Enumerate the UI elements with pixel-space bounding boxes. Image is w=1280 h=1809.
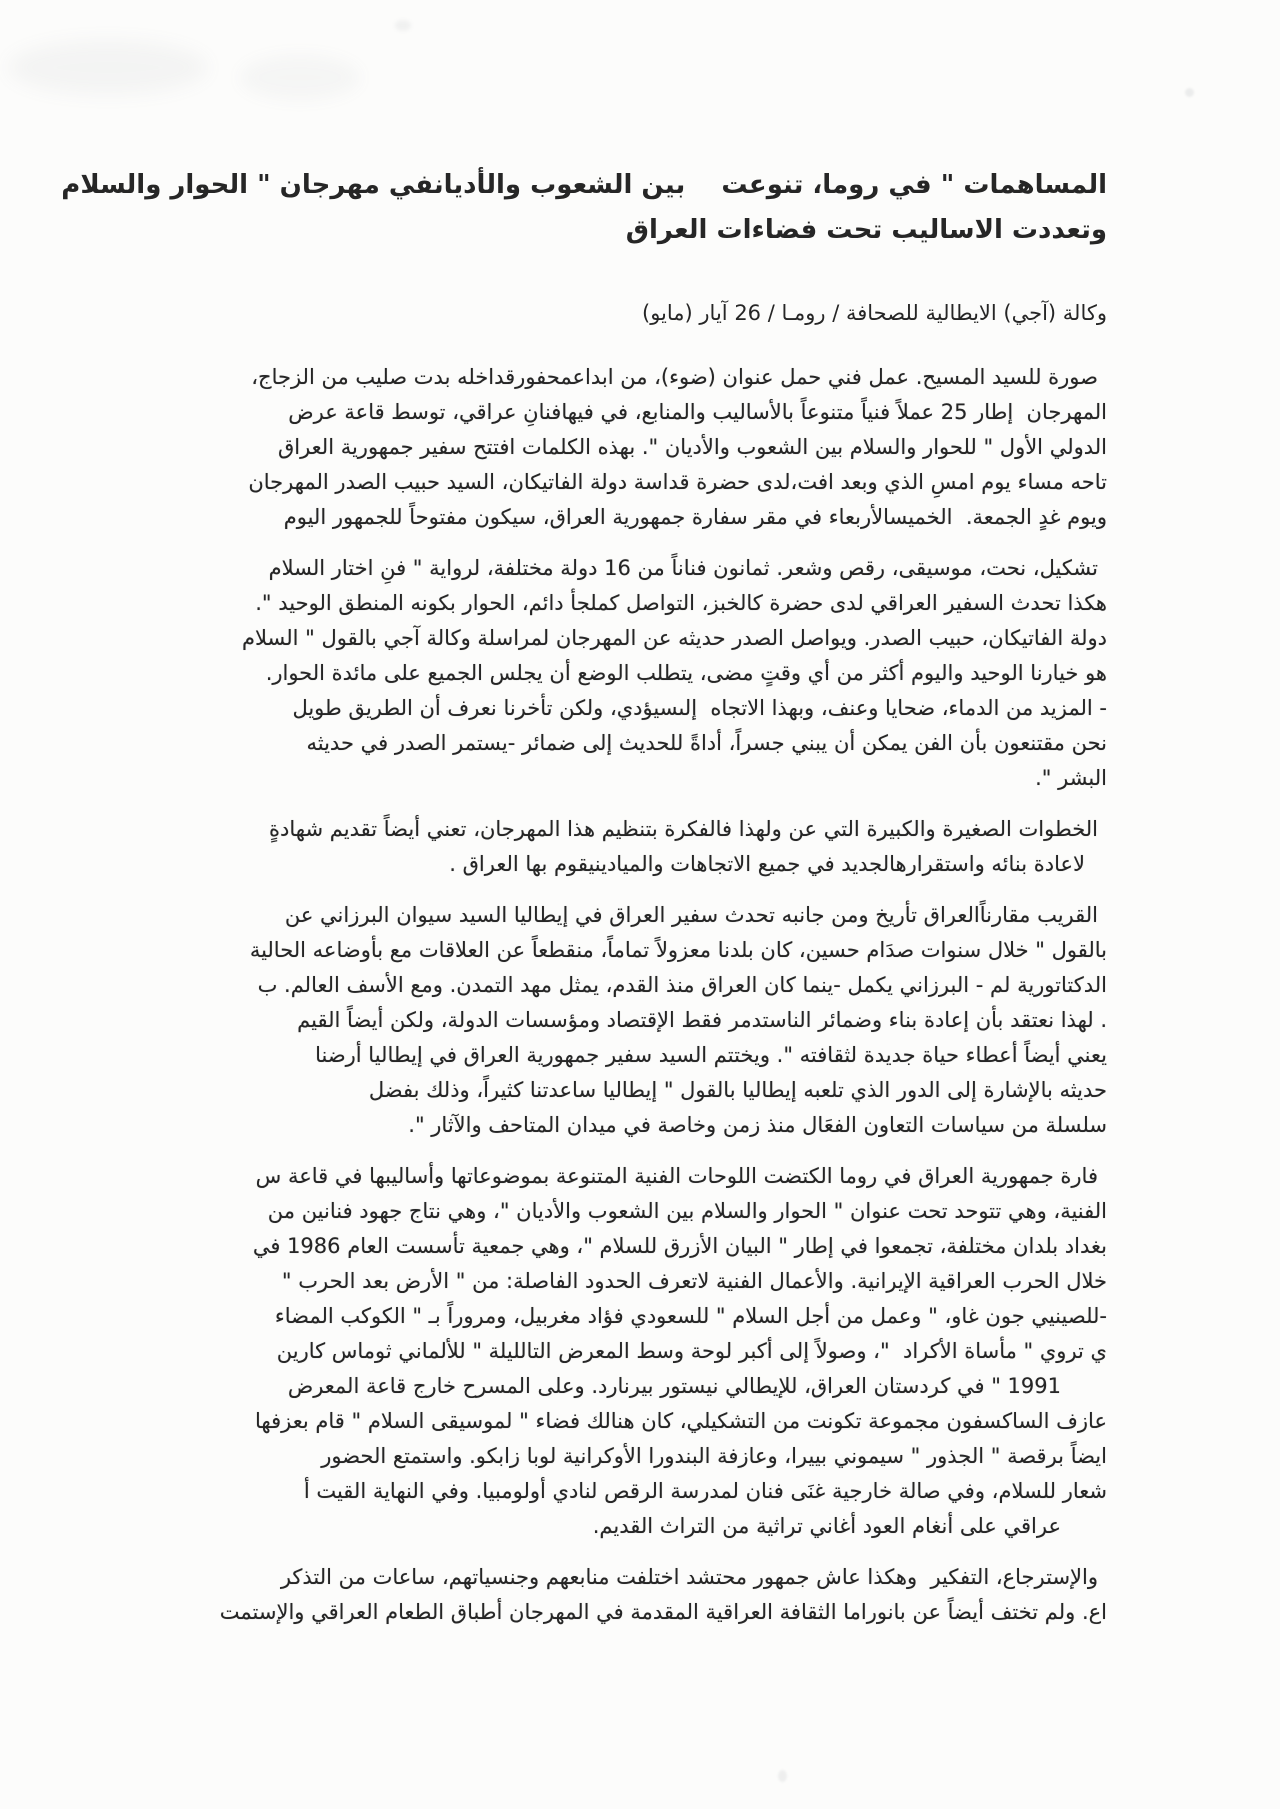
- title-line: وتعددت الاساليب تحت فضاءات العراق: [625, 215, 1107, 245]
- text-line: الدولي الأول " للحوار والسلام بين الشعوب والأديان ". بهذه الكلمات افتتح سفير جمهورية العراق: [277, 435, 1107, 459]
- text-line: خلال الحرب العراقية الإيرانية. والأعمال الفنية لاتعرف الحدود الفاصلة: من " الأرض بعد الحرب ": [281, 1269, 1107, 1293]
- text-line: - المزيد من الدماء، ضحايا وعنف، وبهذا الاتجاه إلىسيؤدي، ولكن تأخرنا نعرف أن الطريق طويل: [292, 696, 1107, 720]
- text-line: سلسلة من سياسات التعاون الفعَال منذ زمن وخاصة في ميدان المتاحف والآثار ".: [408, 1113, 1107, 1137]
- scan-artifact: [8, 40, 208, 95]
- text-line: عازف الساكسفون مجموعة تكونت من التشكيلي، كان هنالك فضاء " لموسيقى السلام " قام بعزفها: [255, 1409, 1107, 1433]
- text-line: هكذا تحدث السفير العراقي لدى حضرة كالخبز، التواصل كملجأ دائم، الحوار بكونه المنطق الوحيد ".: [255, 591, 1107, 615]
- text-line: البشر ".: [1035, 766, 1107, 790]
- text-line: ويوم غدٍ الجمعة. الخميسالأربعاء في مقر سفارة جمهورية العراق، سيكون مفتوحاً للجمهور اليوم: [283, 505, 1107, 529]
- text-line: بالقول " خلال سنوات صدَام حسين، كان بلدنا معزولاً تماماً، منقطعاً عن العلاقات مع بأوضاعه الحالية: [249, 938, 1107, 962]
- text-line: دولة الفاتيكان، حبيب الصدر. ويواصل الصدر حديثه عن المهرجان لمراسلة وكالة آجي بالقول " السلام: [241, 626, 1107, 650]
- text-line: عراقي على أنغام العود أغاني تراثية من التراث القديم.: [592, 1514, 1061, 1538]
- text-line: صورة للسيد المسيح. عمل فني حمل عنوان (ضوء)، من ابداعمحفورقداخله بدت صليب من الزجاج،: [251, 365, 1098, 389]
- paragraph: [82, 360, 1107, 535]
- text-line: القريب مقارناًالعراق تأريخ ومن جانبه تحدث سفير العراق في إيطاليا السيد سيوان البرزاني عن: [284, 903, 1098, 927]
- text-line: اع. ولم تختف أيضاً عن بانوراما الثقافة العراقية المقدمة في المهرجان أطباق الطعام العراقي والإستمت: [219, 1600, 1107, 1624]
- text-line: نحن مقتنعون بأن الفن يمكن أن يبني جسراً، أداةً للحديث إلى ضمائر -يستمر الصدر في حديثه: [306, 731, 1107, 755]
- text-line: لاعادة بنائه واستقرارهالجديد في جميع الاتجاهات والميادينيقوم بها العراق .: [449, 852, 1085, 876]
- text-line: الدكتاتورية لم - البرزاني يكمل -ينما كان العراق منذ القدم، يمثل مهد التمدن. ومع الأسف العالم. ب: [257, 973, 1107, 997]
- text-line: تشكيل، نحت، موسيقى، رقص وشعر. ثمانون فناناً من 16 دولة مختلفة، لرواية " فنِ اختار السلام: [268, 556, 1098, 580]
- scan-artifact: [1185, 88, 1194, 97]
- text-line: بغداد بلدان مختلفة، تجمعوا في إطار " البيان الأزرق للسلام "، وهي جمعية تأسست العام 1986 في: [252, 1234, 1107, 1258]
- text-line: -للصينيي جون غاو، " وعمل من أجل السلام " للسعودي فؤاد مغربيل، ومروراً بـ " الكوكب المضاء: [274, 1304, 1107, 1328]
- article: [61, 163, 1107, 1646]
- article-title: [61, 163, 1107, 253]
- title-line: المساهمات " في روما، تنوعت بين الشعوب والأديانفي مهرجان " الحوار والسلام: [61, 170, 1107, 200]
- text-line: ي تروي " مأساة الأكراد "، وصولاً إلى أكبر لوحة وسط المعرض التالليلة " للألماني ثوماس كارين: [276, 1339, 1107, 1363]
- text-line: تاحه مساء يوم امسِ الذي وبعد افت،لدى حضرة قداسة دولة الفاتيكان، السيد حبيب الصدر المهرجان: [248, 470, 1107, 494]
- text-line: 1991 " في كردستان العراق، للإيطالي نيستور بيرنارد. وعلى المسرح خارج قاعة المعرض: [287, 1374, 1061, 1398]
- text-line: الفنية، وهي تتوحد تحت عنوان " الحوار والسلام بين الشعوب والأديان "، وهي نتاج جهود فنانين من: [267, 1199, 1107, 1223]
- text-line: فارة جمهورية العراق في روما الكتضت اللوحات الفنية المتنوعة بموضوعاتها وأساليبها في قاعة س: [255, 1164, 1098, 1188]
- text-line: ايضاً برقصة " الجذور " سيموني بييرا، وعازفة البندورا الأوكرانية لوبا زابكو. واستمتع الحضور: [321, 1444, 1107, 1468]
- text-line: والإسترجاع، التفكير وهكذا عاش جمهور محتشد اختلفت منابعهم وجنسياتهم، ساعات من التذكر: [280, 1565, 1098, 1589]
- paragraph: [82, 812, 1107, 882]
- byline: وكالة (آجي) الايطالية للصحافة / رومـا / 26 آيار (مايو): [642, 301, 1107, 325]
- scan-artifact: [240, 55, 360, 100]
- paragraph: [82, 1560, 1107, 1630]
- text-line: يعني أيضاً أعطاء حياة جديدة لثقافته ". ويختتم السيد سفير جمهورية العراق في إيطاليا أرضنا: [315, 1043, 1107, 1067]
- text-line: هو خيارنا الوحيد واليوم أكثر من أي وقتٍ مضى، يتطلب الوضع أن يجلس الجميع على مائدة الحوار.: [265, 661, 1107, 685]
- paragraph: [82, 898, 1107, 1143]
- scan-artifact: [778, 1770, 787, 1782]
- paragraph: [82, 551, 1107, 796]
- scan-artifact: [395, 20, 411, 31]
- text-line: الخطوات الصغيرة والكبيرة التي عن ولهذا فالفكرة بتنظيم هذا المهرجان، تعني أيضاً تقديم شهادةٍ: [269, 817, 1098, 841]
- text-line: شعار للسلام، وفي صالة خارجية غنَى فنان لمدرسة الرقص لنادي أولومبيا. وفي النهاية القيت أ: [303, 1479, 1107, 1503]
- text-line: المهرجان إطار 25 عملاً فنياً متنوعاً بالأساليب والمنابع، في فيهافنانِ عراقي، توسط قاعة عرض: [288, 400, 1107, 424]
- text-line: حديثه بالإشارة إلى الدور الذي تلعبه إيطاليا بالقول " إيطاليا ساعدتنا كثيراً، وذلك بفضل: [368, 1078, 1107, 1102]
- paragraph: [82, 1159, 1107, 1544]
- text-line: . لهذا نعتقد بأن إعادة بناء وضمائر الناستدمر فقط الإقتصاد ومؤسسات الدولة، ولكن أيضاً القيم: [297, 1008, 1107, 1032]
